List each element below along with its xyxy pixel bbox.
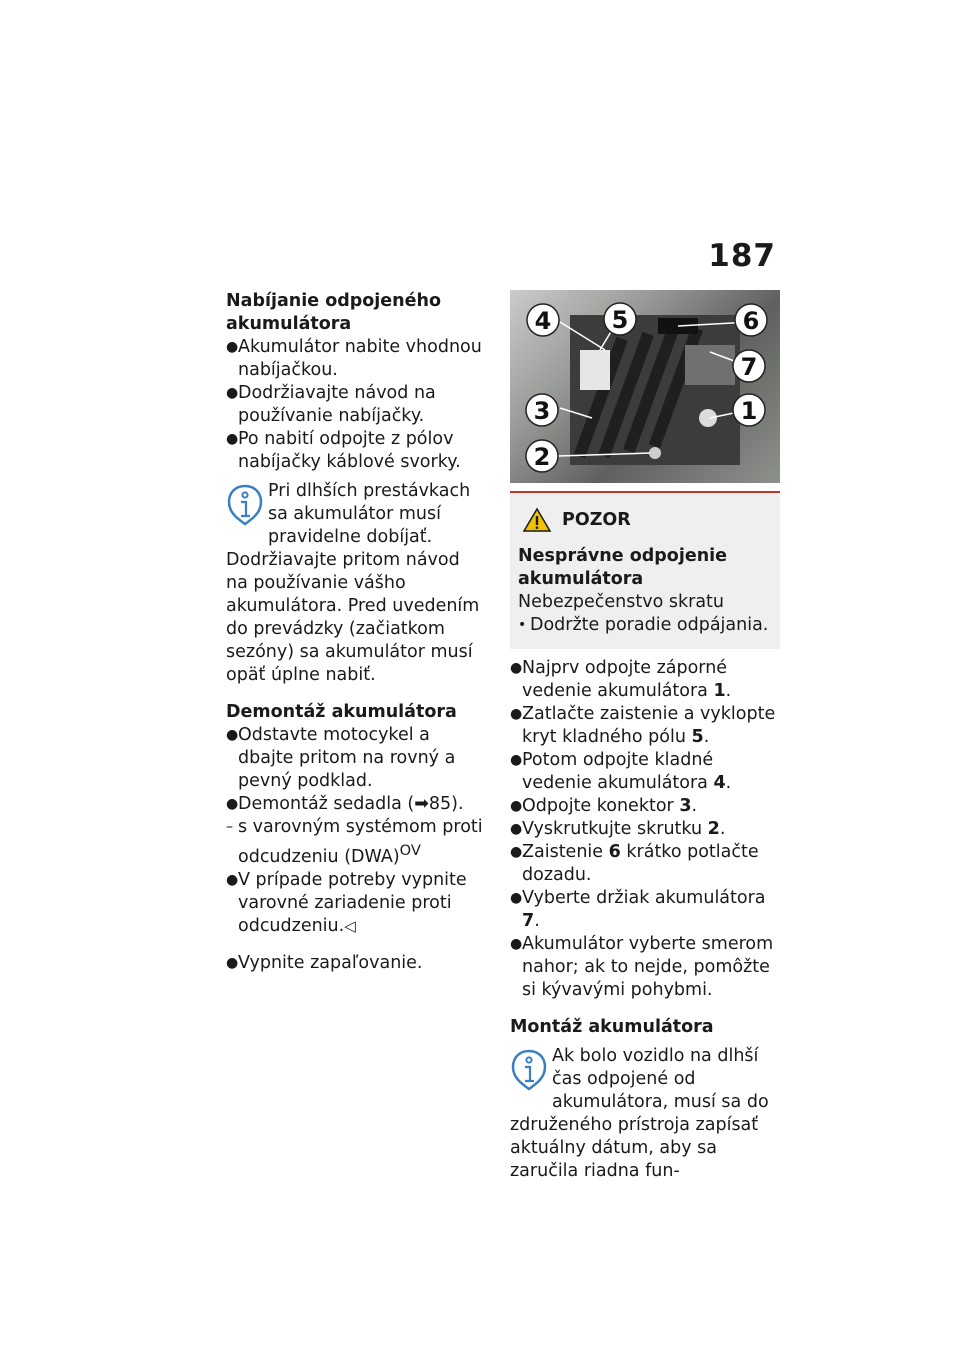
list-item: ● Odstavte motocykel a dbajte pritom na rovný a pevný podklad. bbox=[226, 725, 456, 791]
photo-label-7: 7 bbox=[740, 353, 758, 381]
list-item: ● Akumulátor vyberte smerom nahor; ak to nejde, pomôžte si kývavými pohybmi. bbox=[510, 934, 774, 1000]
right-column bbox=[510, 290, 780, 1183]
end-mark: ◁ bbox=[344, 916, 356, 935]
photo-label-1: 1 bbox=[740, 397, 758, 425]
left-column bbox=[226, 290, 484, 975]
info-icon bbox=[510, 1047, 548, 1093]
list-item: ● Akumulátor nabite vhodnou nabíjačkou. bbox=[226, 337, 482, 380]
info-icon bbox=[226, 482, 264, 528]
list-item: ● Dodržiavajte návod na používanie nabíjačky. bbox=[226, 383, 436, 426]
photo-label-3: 3 bbox=[533, 397, 551, 425]
list-item: ● V prípade potreby vypnite varovné zariadenie proti odcudzeniu.◁ bbox=[226, 869, 467, 936]
warning-box bbox=[510, 491, 780, 649]
page-number: 187 bbox=[708, 238, 776, 274]
photo-label-5: 5 bbox=[611, 306, 629, 334]
list-item: ● Potom odpojte kladné vedenie akumulátora 4. bbox=[510, 750, 732, 793]
photo-label-2: 2 bbox=[533, 443, 551, 471]
info-note: Ak bolo vozidlo na dlhší čas odpojené od akumulátora, musí sa do združeného prístroja zapísať aktuálny dátum, aby sa zaručila riadna fun- bbox=[510, 1046, 769, 1181]
list-item: ● Vypnite zapaľovanie. bbox=[226, 952, 423, 973]
list-item: ● Odpojte konektor 3. bbox=[510, 796, 698, 816]
steps-list bbox=[510, 657, 780, 1002]
battery-photo bbox=[510, 290, 780, 483]
photo-label-4: 4 bbox=[534, 307, 552, 335]
warning-heading: Nesprávne odpojenie akumulátora bbox=[518, 546, 728, 589]
list-item: ● Vyskrutkujte skrutku 2. bbox=[510, 819, 726, 839]
photo-labels bbox=[510, 290, 780, 483]
section-heading-charging: Nabíjanie odpojeného akumulátora bbox=[226, 291, 441, 334]
page-ref-arrow-icon: ➡ bbox=[414, 794, 429, 814]
list-item: – s varovným systémom proti odcudzeniu (DWA)$^{OV}$ bbox=[226, 817, 483, 867]
warning-bullet: • Dodržte poradie odpájania. bbox=[518, 615, 769, 635]
list-item: ● Zaistenie 6 krátko potlačte dozadu. bbox=[510, 842, 759, 885]
list-item: ● Po nabití odpojte z pólov nabíjačky káblové svorky. bbox=[226, 429, 461, 472]
list-item: ● Zatlačte zaistenie a vyklopte kryt kladného pólu 5. bbox=[510, 704, 776, 747]
section-heading-removal: Demontáž akumulátora bbox=[226, 702, 457, 722]
list-item: ● Vyberte držiak akumulátora 7. bbox=[510, 888, 766, 931]
warning-triangle-icon bbox=[522, 507, 552, 533]
list-item: ● Demontáž sedadla (➡85). bbox=[226, 794, 464, 814]
warning-title: POZOR bbox=[522, 507, 772, 533]
list-item: ● Najprv odpojte záporné vedenie akumulátora 1. bbox=[510, 658, 732, 701]
photo-label-6: 6 bbox=[742, 307, 760, 335]
warning-subtitle: Nebezpečenstvo skratu bbox=[518, 592, 725, 612]
info-note: Pri dlhších prestávkach sa akumulátor musí pravidelne dobíjať. Dodržiavajte pritom návod na používanie vášho akumulátora. Pred uvedením do prevádzky (začiatkom sezóny) sa akumulátor musí opäť úplne nabiť. bbox=[226, 481, 480, 685]
section-heading-installation: Montáž akumulátora bbox=[510, 1017, 714, 1037]
page-ref-link[interactable]: 85). bbox=[428, 794, 464, 814]
